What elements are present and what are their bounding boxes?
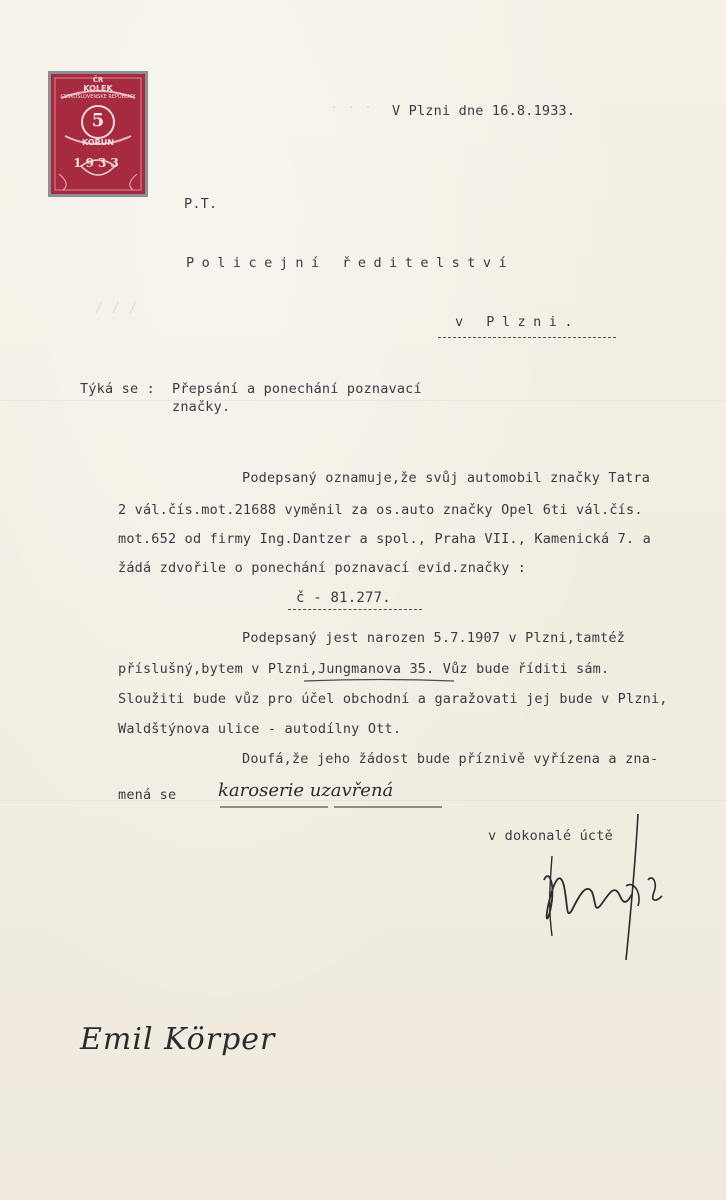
body-line: Podepsaný oznamuje,že svůj automobil značky Tatra — [242, 470, 651, 486]
city-underline — [438, 337, 616, 338]
handwritten-insert: karoserie uzavřená — [218, 780, 394, 801]
insert-underline — [218, 804, 444, 810]
handwritten-underline — [300, 676, 460, 684]
body-line: žádá zdvořile o ponechání poznavací evid.značky : — [118, 560, 527, 576]
show-through-mark: · · · — [330, 100, 373, 116]
stamp-value-bottom: 1933 — [73, 156, 123, 170]
date-line: V Plzni dne 16.8.1933. — [392, 103, 576, 119]
body-line: příslušný,bytem v Plzni,Jungmanova 35. Vůz bude říditi sám. — [118, 661, 610, 677]
stamp-value: 5 — [91, 110, 105, 131]
stamp-currency: KORUN — [82, 138, 114, 147]
body-line: mená se — [118, 787, 177, 803]
fold-line — [0, 400, 726, 401]
body-line: Waldštýnova ulice - autodílny Ott. — [118, 721, 402, 737]
handwritten-signature — [530, 810, 670, 980]
plate-number: č - 81.277. — [296, 590, 391, 606]
body-line: 2 vál.čís.mot.21688 vyměnil za os.auto značky Opel 6ti vál.čís. — [118, 502, 643, 518]
salutation: P.T. — [184, 196, 218, 212]
revenue-stamp — [48, 71, 148, 197]
body-line: mot.652 od firmy Ing.Dantzer a spol., Praha VII., Kamenická 7. a — [118, 531, 651, 547]
stamp-country: ČR — [92, 76, 104, 84]
closing-text: v dokonalé úctě — [488, 828, 613, 844]
subject-label: Týká se : — [80, 381, 155, 397]
pencil-mark: / / / — [95, 300, 138, 316]
subject-line: značky. — [172, 399, 231, 415]
body-line: Doufá,že jeho žádost bude příznivě vyřízena a zna- — [242, 751, 659, 767]
stamp-issuer: ČESKOSLOVENSKÉ REPUBLIKY — [60, 94, 136, 100]
body-line: Podepsaný jest narozen 5.7.1907 v Plzni,tamtéž — [242, 630, 626, 646]
stamp-label-top: KOLEK — [83, 84, 113, 93]
addressee-city: v Plzni. — [455, 314, 581, 330]
addressee-office: Policejní ředitelství — [186, 255, 515, 271]
bottom-signature: Emil Körper — [80, 1022, 276, 1057]
plate-underline — [288, 609, 422, 610]
subject-line: Přepsání a ponechání poznavací — [172, 381, 422, 397]
body-line: Sloužiti bude vůz pro účel obchodní a garažovati jej bude v Plzni, — [118, 691, 668, 707]
